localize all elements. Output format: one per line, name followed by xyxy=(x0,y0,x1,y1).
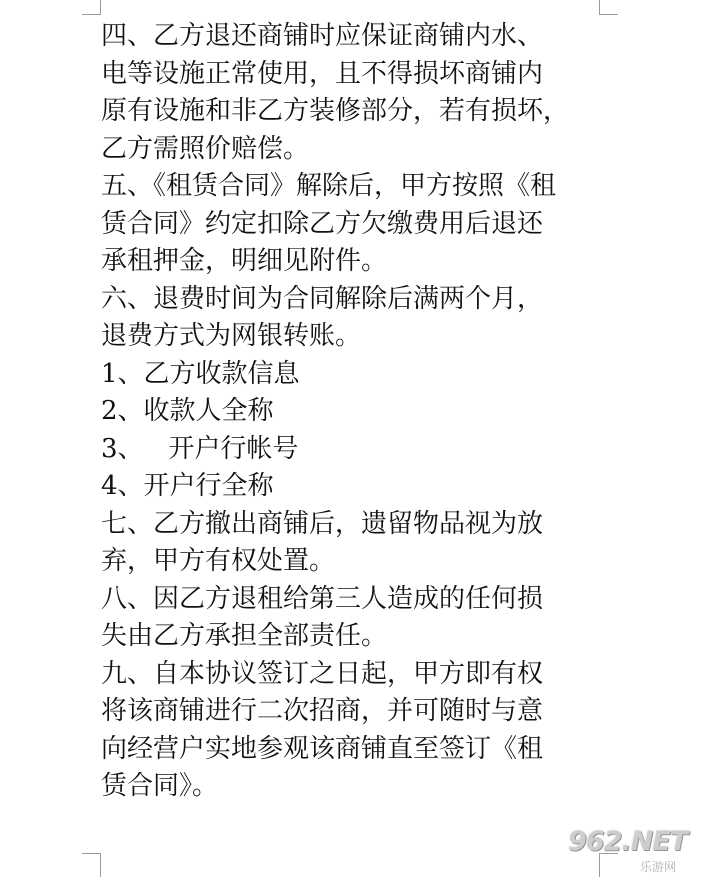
text-line: 七、乙方撤出商铺后，遗留物品视为放 xyxy=(101,508,544,539)
text-line: 九、自本协议签订之日起，甲方即有权 xyxy=(101,658,544,689)
document-body xyxy=(101,18,599,806)
watermark-logo-text: 962.NET xyxy=(568,826,688,857)
text-line: 失由乙方承担全部责任。 xyxy=(101,621,388,651)
text-line: 电等设施正常使用，且不得损坏商铺内 xyxy=(101,58,544,89)
text-line: 四、乙方退还商铺时应保证商铺内水、 xyxy=(101,21,544,51)
text-line: 六、退费时间为合同解除后满两个月， xyxy=(101,283,544,314)
text-line: 将该商铺进行二次招商，并可随时与意 xyxy=(101,696,544,726)
text-line: 承租押金，明细见附件。 xyxy=(101,246,388,276)
page-corner-mark-bottom-left xyxy=(82,853,101,877)
text-line: 乙方需照价赔偿。 xyxy=(101,133,310,164)
text-line: 五、《租赁合同》解除后，甲方按照《租 xyxy=(101,171,557,201)
text-line: 八、因乙方退租给第三人造成的任何损 xyxy=(101,583,544,614)
text-line: 3、 开户行帐号 xyxy=(101,433,299,464)
text-line: 弃，甲方有权处置。 xyxy=(101,546,336,576)
text-line: 1、乙方收款信息 xyxy=(101,358,300,389)
text-line: 4、开户行全称 xyxy=(101,471,274,501)
text-line: 赁合同》约定扣除乙方欠缴费用后退还 xyxy=(101,208,544,239)
text-line: 退费方式为网银转账。 xyxy=(101,321,362,351)
watermark-site-name: 乐游网 xyxy=(640,860,677,874)
page-corner-mark-top-right xyxy=(599,0,618,15)
text-line: 原有设施和非乙方装修部分，若有损坏， xyxy=(101,96,570,126)
text-line: 2、收款人全称 xyxy=(101,396,274,426)
page-corner-mark-top-left xyxy=(82,0,101,15)
text-line: 向经营户实地参观该商铺直至签订《租 xyxy=(101,733,544,764)
site-watermark xyxy=(562,824,698,874)
text-line: 赁合同》。 xyxy=(101,771,219,801)
